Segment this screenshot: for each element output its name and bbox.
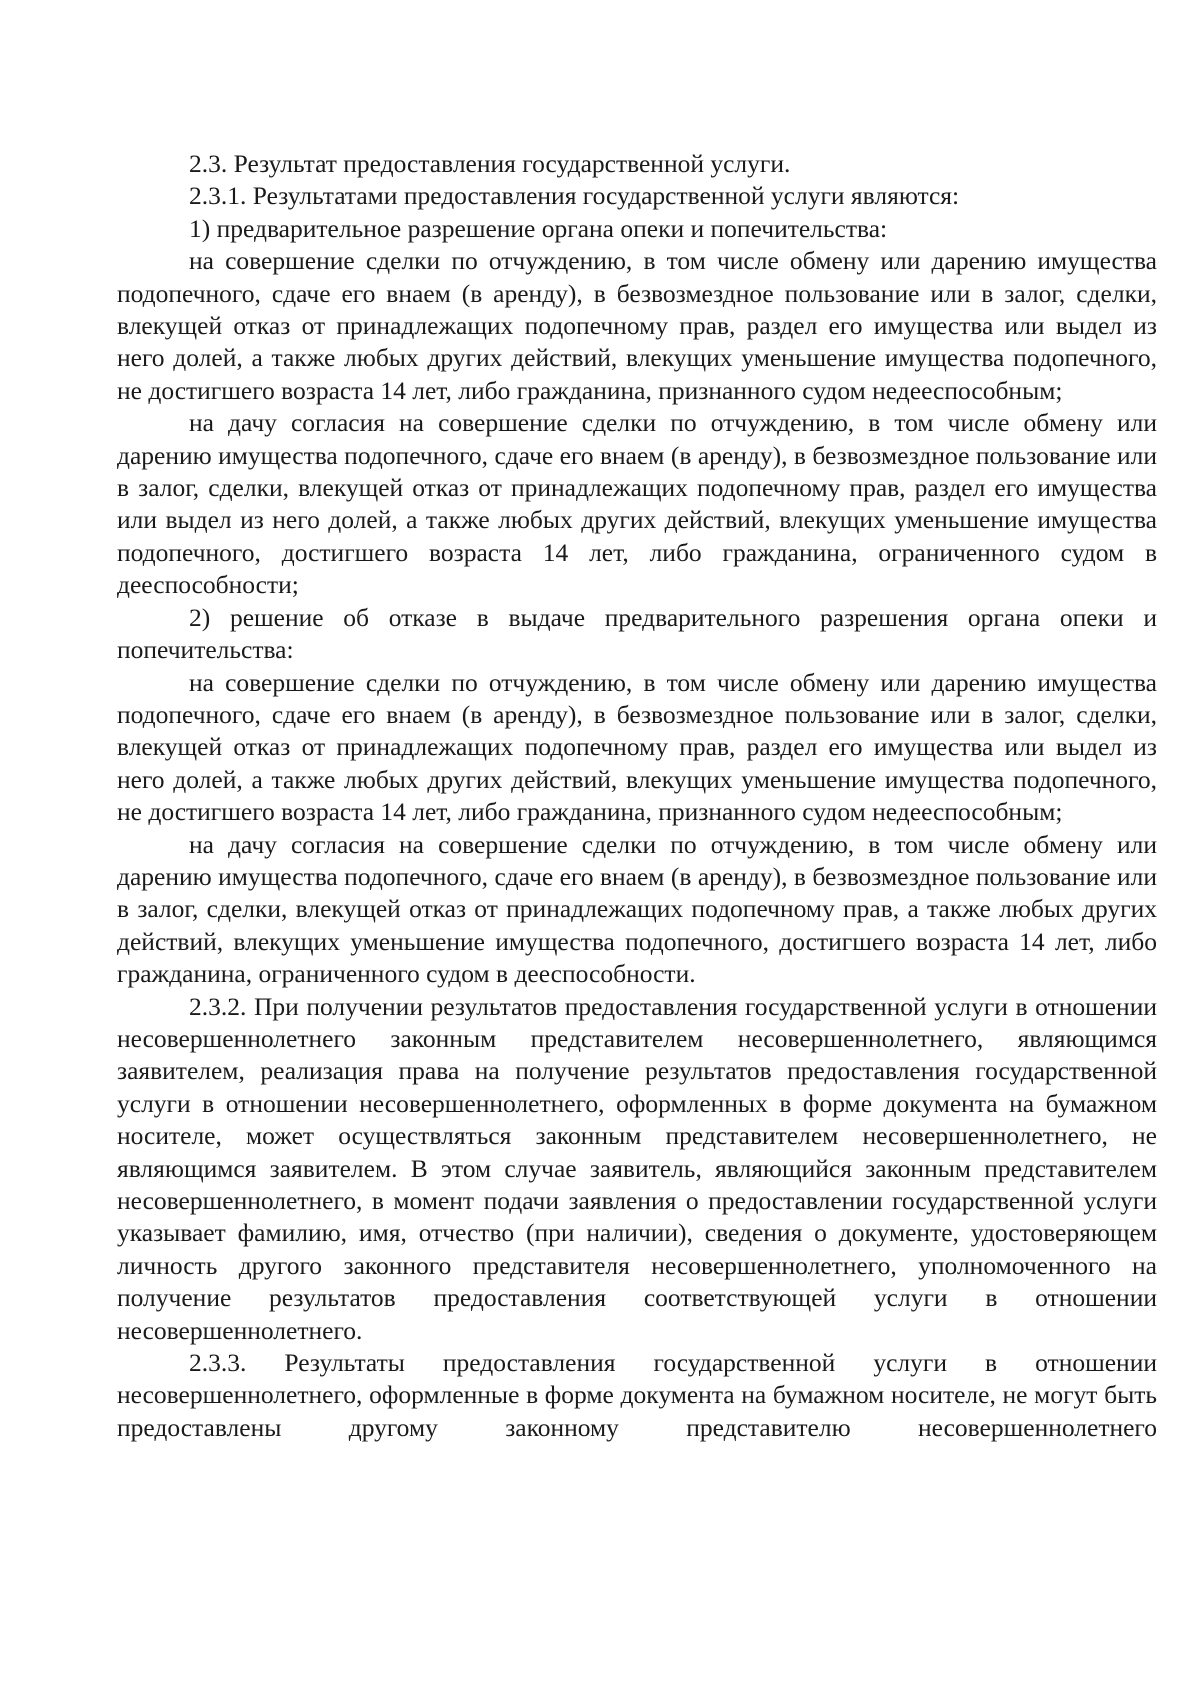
clause-2-3-2: 2.3.2. При получении результатов предоставления государственной услуги в отношении несовершеннолетнего законным представителем несовершеннолетнего, являющимся заявителем, реализация права на получение результатов предоставления государственной услуги в отношении несовершеннолетнего, оформленных в форме документа на бумажном носителе, может осуществляться законным представителем несовершеннолетнего, не являющимся заявителем. В этом случае заявитель, являющийся законным представителем несовершеннолетнего, в момент подачи заявления о предоставлении государственной услуги указывает фамилию, имя, отчество (при наличии), сведения о документе, удостоверяющем личность другого законного представителя несовершеннолетнего, уполномоченного на получение результатов предоставления соответствующей услуги в отношении несовершеннолетнего. <box>117 991 1157 1345</box>
clause-2-3-1: 2.3.1. Результатами предоставления государственной услуги являются: <box>189 181 960 211</box>
document-page <box>117 148 1157 1444</box>
paragraph-refusal-transaction: на совершение сделки по отчуждению, в том числе обмену или дарению имущества подопечного, сдаче его внаем (в аренду), в безвозмездное пользование или в залог, сделки, влекущей отказ от принадлежащих подопечному прав, раздел его имущества или выдел из него долей, а также любых других действий, влекущих уменьшение имущества подопечного, не достигшего возраста 14 лет, либо гражданина, признанного судом недееспособным; <box>117 667 1157 827</box>
paragraph-permission-transaction: на совершение сделки по отчуждению, в том числе обмену или дарению имущества подопечного, сдаче его внаем (в аренду), в безвозмездное пользование или в залог, сделки, влекущей отказ от принадлежащих подопечному прав, раздел его имущества или выдел из него долей, а также любых других действий, влекущих уменьшение имущества подопечного, не достигшего возраста 14 лет, либо гражданина, признанного судом недееспособным; <box>117 246 1157 405</box>
paragraph-permission-consent: на дачу согласия на совершение сделки по отчуждению, в том числе обмену или дарению имущества подопечного, сдаче его внаем (в аренду), в безвозмездное пользование или в залог, сделки, влекущей отказ от принадлежащих подопечному прав, раздел его имущества или выдел из него долей, а также любых других действий, влекущих уменьшение имущества подопечного, достигшего возраста 14 лет, либо гражданина, ограниченного судом в дееспособности; <box>117 408 1157 600</box>
list-item-1: 1) предварительное разрешение органа опеки и попечительства: <box>189 213 888 243</box>
paragraph-refusal-consent: на дачу согласия на совершение сделки по отчуждению, в том числе обмену или дарению имущества подопечного, сдаче его внаем (в аренду), в безвозмездное пользование или в залог, сделки, влекущей отказ от принадлежащих подопечному прав, а также любых других действий, влекущих уменьшение имущества подопечного, достигшего возраста 14 лет, либо гражданина, ограниченного судом в дееспособности. <box>117 829 1157 989</box>
section-heading-2-3: 2.3. Результат предоставления государственной услуги. <box>189 149 791 178</box>
list-item-2: 2) решение об отказе в выдаче предварительного разрешения органа опеки и попечительства: <box>117 602 1157 665</box>
clause-2-3-3: 2.3.3. Результаты предоставления государственной услуги в отношении несовершеннолетнего, оформленные в форме документа на бумажном носителе, не могут быть предоставлены другому законному представителю несовершеннолетнего <box>117 1348 1157 1442</box>
